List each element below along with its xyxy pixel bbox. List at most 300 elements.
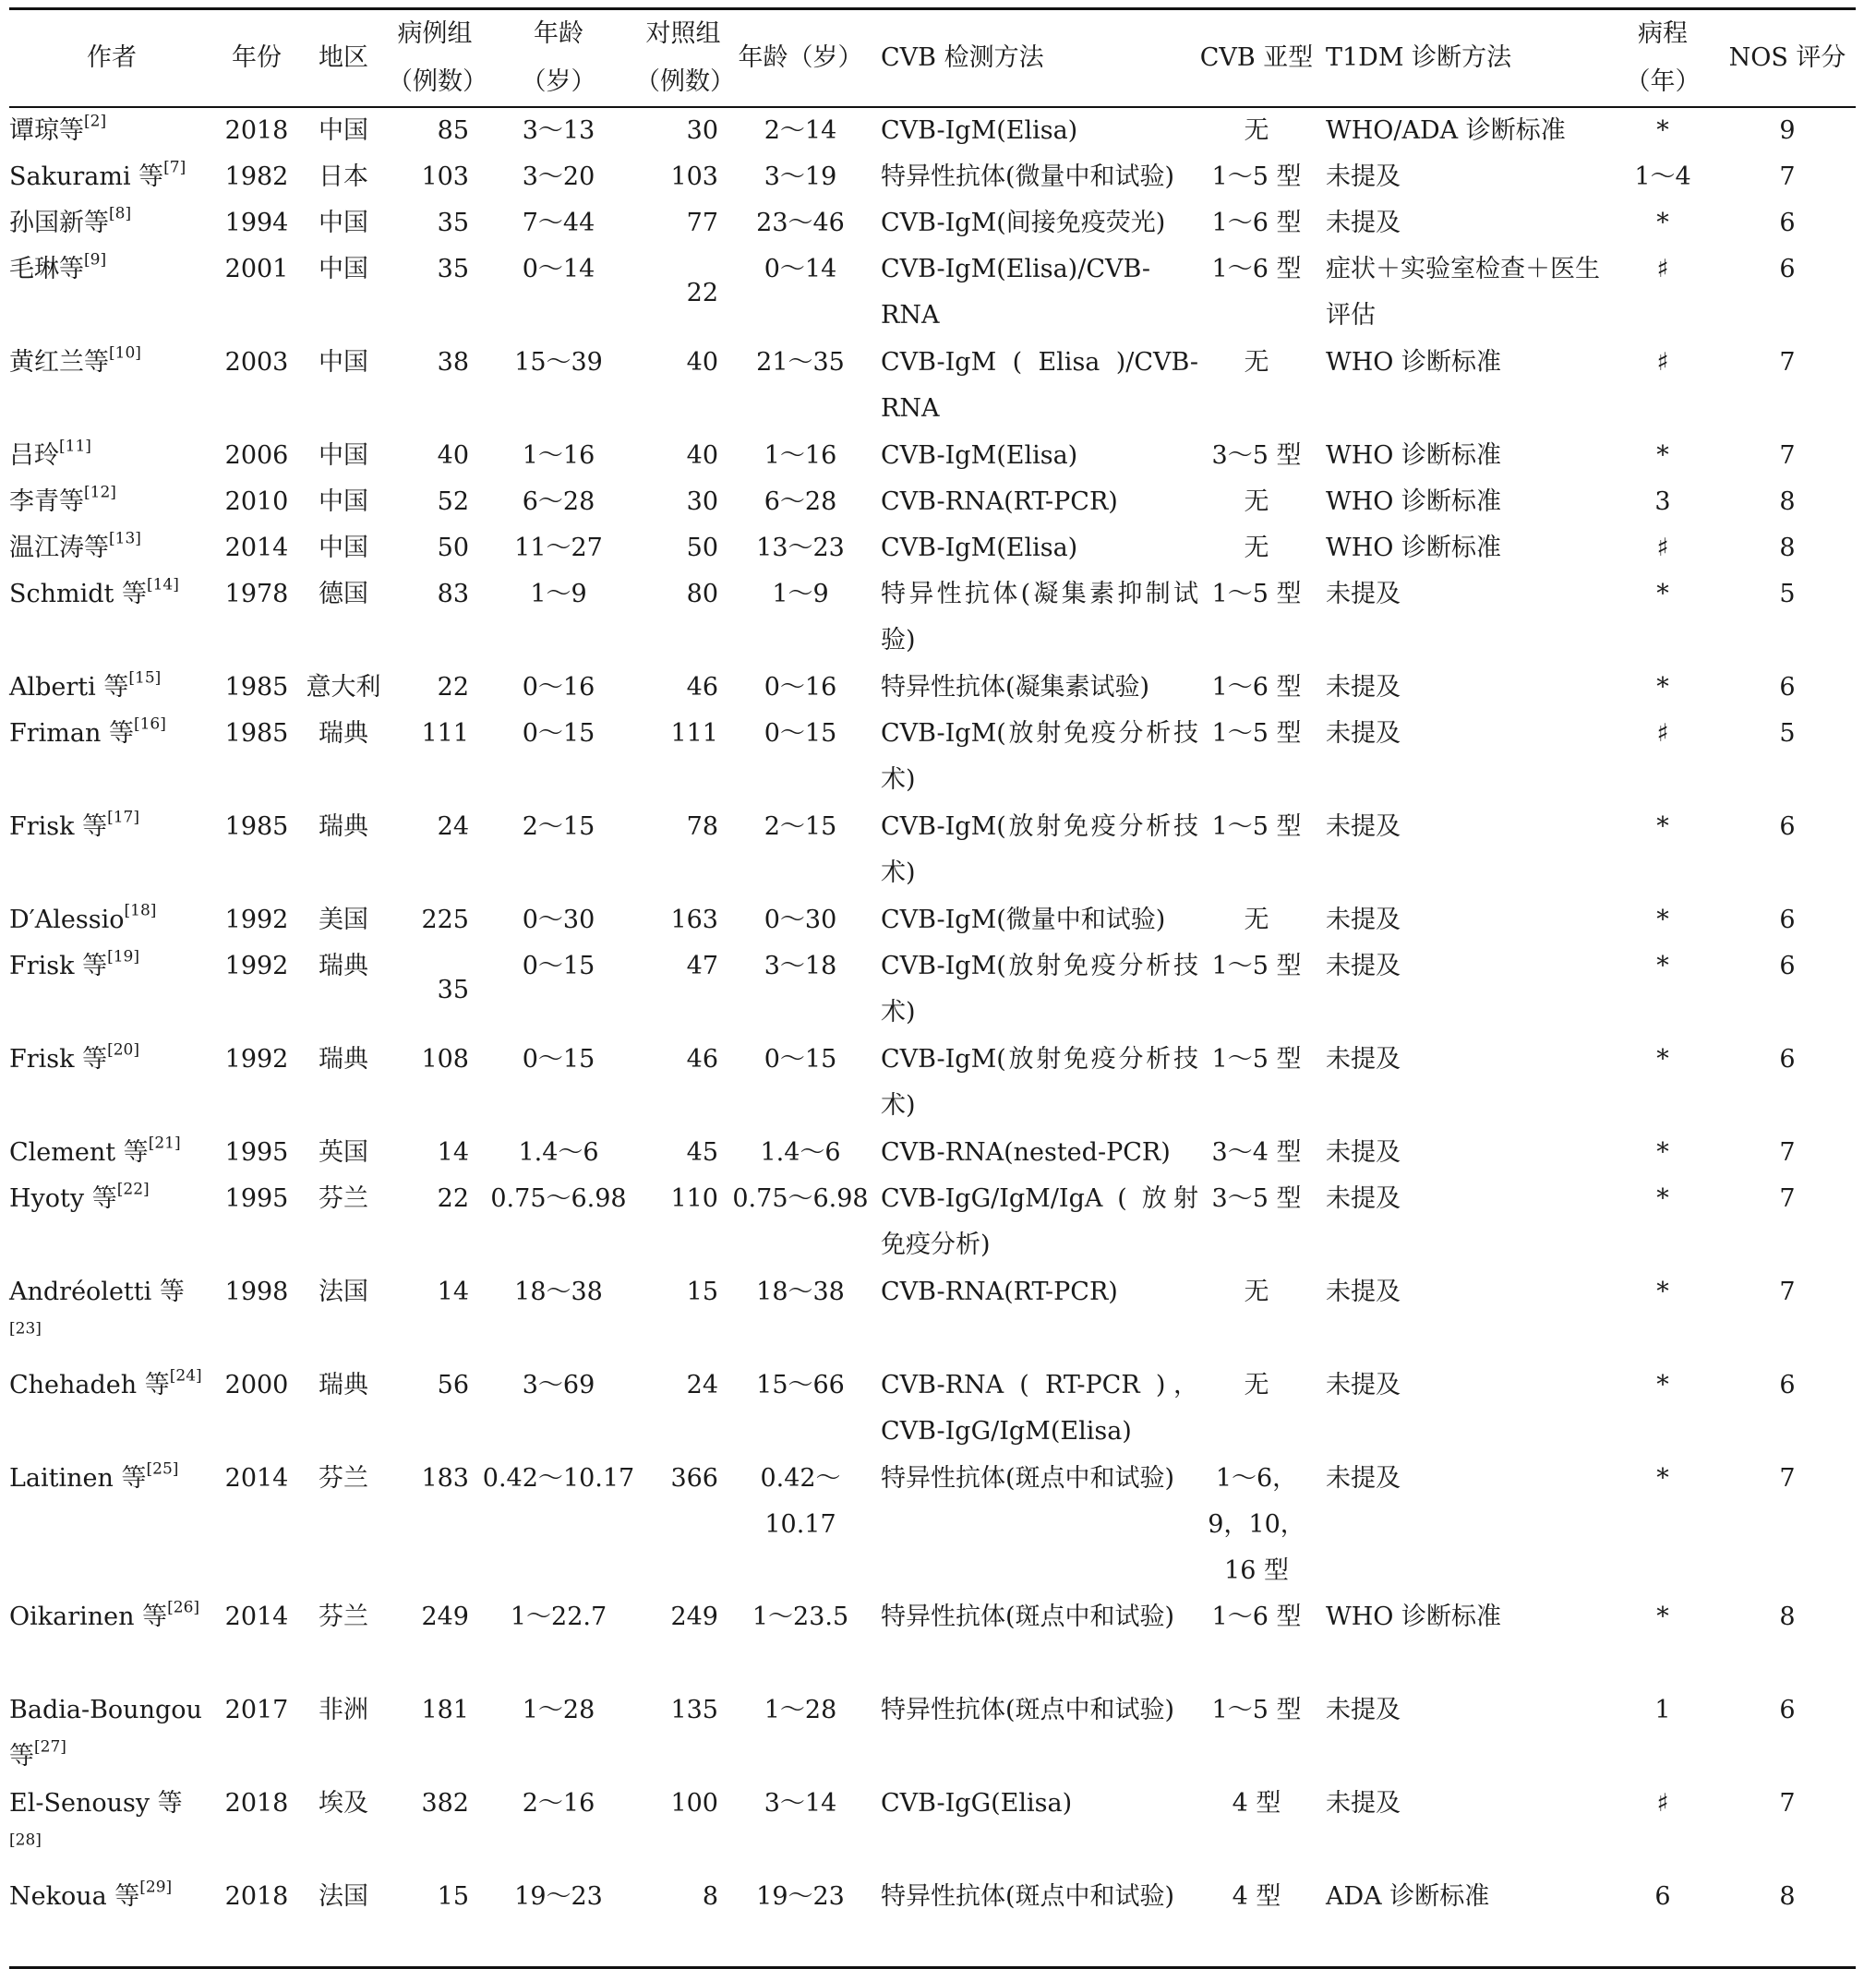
table-row: [9, 479, 1856, 525]
control-count-cell-text: 15: [686, 1278, 718, 1306]
method-cell: [870, 1874, 1198, 1967]
region-cell: [299, 200, 388, 246]
control-age-cell-text: 0～30: [764, 906, 837, 934]
control-age-cell: [731, 525, 870, 571]
reference-marker: [21]: [148, 1134, 181, 1153]
reference-marker: [27]: [34, 1737, 66, 1757]
author-cell: [9, 1781, 214, 1874]
subtype-cell-text: 无: [1244, 1371, 1269, 1399]
case-count-cell: [388, 1363, 482, 1456]
subtype-cell: [1198, 154, 1315, 200]
year-cell: [214, 943, 299, 1037]
nos-cell-text: 6: [1779, 673, 1796, 702]
course-cell: [1606, 1594, 1719, 1687]
method-cell: [870, 1781, 1198, 1874]
reference-marker: [7]: [163, 158, 186, 177]
table-row: [9, 571, 1856, 665]
year-cell-text: 1995: [224, 1138, 289, 1167]
diagnosis-cell: [1315, 340, 1606, 433]
method-cell: [870, 665, 1198, 711]
header-diagnosis: T1DM 诊断方法: [1326, 43, 1512, 72]
author-cell: [9, 804, 214, 897]
reference-marker: [11]: [59, 437, 91, 456]
table-row: [9, 154, 1856, 200]
subtype-cell: [1198, 1594, 1315, 1687]
control-age-cell: [731, 433, 870, 479]
diagnosis-cell-text: WHO 诊断标准: [1326, 487, 1502, 516]
nos-cell: [1719, 804, 1856, 897]
case-count-cell-text: 35: [437, 209, 469, 237]
control-age-cell-text: 0.42～10.17: [760, 1464, 841, 1539]
control-age-cell: [731, 1456, 870, 1594]
case-count-cell-text: 22: [437, 1184, 469, 1213]
nos-cell: [1719, 1037, 1856, 1130]
subtype-cell-text: 无: [1244, 487, 1269, 516]
control-count-cell-text: 249: [670, 1603, 718, 1631]
control-count-cell-text: 8: [702, 1882, 718, 1911]
case-age-cell: [482, 1363, 635, 1456]
nos-cell-text: 7: [1779, 1278, 1796, 1306]
nos-cell: [1719, 1781, 1856, 1874]
case-age-cell-text: 0.42～10.17: [482, 1464, 635, 1493]
year-cell: [214, 107, 299, 154]
case-count-cell: [388, 1130, 482, 1176]
subtype-cell: [1198, 943, 1315, 1037]
nos-cell-text: 8: [1779, 487, 1796, 516]
control-count-cell-text: 50: [686, 534, 718, 562]
control-count-cell-text: 40: [686, 441, 718, 470]
control-count-cell: [635, 571, 731, 665]
subtype-cell-text: 无: [1244, 348, 1269, 377]
year-cell-text: 2010: [224, 487, 289, 516]
case-count-cell: [388, 1687, 482, 1781]
case-count-cell: [388, 1037, 482, 1130]
case-count-cell-text: 14: [437, 1278, 469, 1306]
author-cell-text: Sakurami 等: [9, 162, 164, 191]
method-cell-text: CVB-IgM(放射免疫分析技术): [881, 719, 1198, 794]
region-cell-text: 美国: [319, 906, 368, 934]
nos-cell-text: 6: [1779, 1696, 1796, 1724]
year-cell-text: 2006: [224, 441, 289, 470]
case-age-cell: [482, 1176, 635, 1269]
region-cell-text: 瑞典: [319, 1371, 368, 1399]
table-row: [9, 1594, 1856, 1687]
year-cell: [214, 1363, 299, 1456]
table-row: [9, 1269, 1856, 1363]
control-count-cell-text: 110: [670, 1184, 718, 1213]
region-cell: [299, 1176, 388, 1269]
nos-cell-text: 9: [1779, 116, 1796, 145]
region-cell-text: 法国: [319, 1278, 368, 1306]
method-cell: [870, 340, 1198, 433]
course-cell-text: *: [1656, 1603, 1669, 1631]
region-cell: [299, 1037, 388, 1130]
nos-cell: [1719, 897, 1856, 943]
control-count-cell-text: 366: [670, 1464, 718, 1493]
case-count-cell: [388, 154, 482, 200]
course-cell: [1606, 246, 1719, 340]
case-count-cell-text: 249: [421, 1603, 469, 1631]
case-count-cell: [388, 525, 482, 571]
subtype-cell: [1198, 1456, 1315, 1594]
case-count-cell-text: 14: [437, 1138, 469, 1167]
control-age-cell-text: 3～14: [764, 1789, 837, 1818]
method-cell: [870, 246, 1198, 340]
method-cell: [870, 1363, 1198, 1456]
method-cell-text: CVB-IgM(Elisa)/CVB-RNA: [881, 255, 1150, 330]
table-row: [9, 525, 1856, 571]
region-cell: [299, 433, 388, 479]
course-cell-text: ♯: [1656, 255, 1669, 283]
diagnosis-cell-text: 未提及: [1326, 162, 1401, 191]
method-cell: [870, 1456, 1198, 1594]
region-cell: [299, 154, 388, 200]
nos-cell-text: 7: [1779, 1789, 1796, 1818]
author-cell-text: 温江涛等: [9, 534, 109, 562]
course-cell: [1606, 1456, 1719, 1594]
diagnosis-cell-text: 未提及: [1326, 1464, 1401, 1493]
author-cell: [9, 154, 214, 200]
nos-cell: [1719, 200, 1856, 246]
nos-cell-text: 6: [1779, 209, 1796, 237]
case-age-cell: [482, 665, 635, 711]
diagnosis-cell: [1315, 1176, 1606, 1269]
method-cell: [870, 1594, 1198, 1687]
control-age-cell-text: 0～15: [764, 1045, 837, 1074]
author-cell: [9, 1687, 214, 1781]
subtype-cell: [1198, 1269, 1315, 1363]
author-cell-text: El-Senousy 等: [9, 1789, 183, 1818]
case-age-cell: [482, 1269, 635, 1363]
control-age-cell: [731, 1687, 870, 1781]
method-cell-text: CVB-IgM(间接免疫荧光): [881, 209, 1166, 237]
subtype-cell-text: 1～6 型: [1211, 255, 1302, 283]
reference-marker: [28]: [9, 1831, 42, 1850]
author-cell: [9, 897, 214, 943]
author-cell-text: Clement 等: [9, 1138, 149, 1167]
diagnosis-cell: [1315, 1269, 1606, 1363]
method-cell: [870, 1269, 1198, 1363]
method-cell-text: CVB-RNA(RT-PCR): [881, 487, 1118, 516]
author-cell-text: Frisk 等: [9, 952, 108, 980]
table-body: [9, 107, 1856, 1967]
method-cell: [870, 1037, 1198, 1130]
region-cell-text: 瑞典: [319, 812, 368, 841]
region-cell-text: 芬兰: [319, 1184, 368, 1213]
nos-cell-text: 8: [1779, 1603, 1796, 1631]
control-count-cell: [635, 1269, 731, 1363]
case-age-cell-text: 0～15: [522, 952, 595, 980]
case-age-cell: [482, 1687, 635, 1781]
control-age-cell: [731, 1594, 870, 1687]
method-cell: [870, 479, 1198, 525]
nos-cell: [1719, 154, 1856, 200]
diagnosis-cell: [1315, 571, 1606, 665]
year-cell-text: 1985: [224, 673, 289, 702]
diagnosis-cell: [1315, 711, 1606, 804]
nos-cell-text: 5: [1779, 719, 1796, 748]
year-cell-text: 1992: [224, 1045, 289, 1074]
control-count-cell-text: 22: [686, 279, 718, 307]
method-cell: [870, 711, 1198, 804]
subtype-cell: [1198, 246, 1315, 340]
diagnosis-cell: [1315, 479, 1606, 525]
author-cell-text: D′Alessio: [9, 906, 125, 934]
author-cell: [9, 107, 214, 154]
course-cell-text: *: [1656, 952, 1669, 980]
region-cell: [299, 1456, 388, 1594]
subtype-cell: [1198, 107, 1315, 154]
control-age-cell: [731, 571, 870, 665]
header-method: CVB 检测方法: [881, 43, 1044, 72]
method-cell-text: 特异性抗体(微量中和试验): [881, 162, 1175, 191]
subtype-cell-text: 1～5 型: [1211, 719, 1302, 748]
case-age-cell: [482, 107, 635, 154]
diagnosis-cell: [1315, 107, 1606, 154]
course-cell-text: ♯: [1656, 534, 1669, 562]
method-cell-text: CVB-IgG/IgM/IgA ( 放射免疫分析): [881, 1184, 1198, 1259]
study-characteristics-table: [9, 7, 1856, 1969]
diagnosis-cell: [1315, 1037, 1606, 1130]
region-cell: [299, 665, 388, 711]
reference-marker: [14]: [146, 575, 179, 594]
course-cell-text: 3: [1654, 487, 1671, 516]
course-cell-text: *: [1656, 1278, 1669, 1306]
year-cell: [214, 433, 299, 479]
author-cell-text: Frisk 等: [9, 812, 108, 841]
nos-cell: [1719, 665, 1856, 711]
course-cell: [1606, 1874, 1719, 1967]
subtype-cell-text: 1～5 型: [1211, 580, 1302, 608]
diagnosis-cell: [1315, 200, 1606, 246]
method-cell-text: CVB-IgM(放射免疫分析技术): [881, 1045, 1198, 1120]
method-cell: [870, 1176, 1198, 1269]
subtype-cell: [1198, 1130, 1315, 1176]
diagnosis-cell-text: 未提及: [1326, 1696, 1401, 1724]
course-cell: [1606, 1130, 1719, 1176]
case-age-cell: [482, 943, 635, 1037]
control-count-cell: [635, 1363, 731, 1456]
table-row: [9, 246, 1856, 340]
header-case-group-line1: 病例组: [397, 19, 473, 48]
course-cell-text: ♯: [1656, 348, 1669, 377]
diagnosis-cell-text: 未提及: [1326, 1045, 1401, 1074]
region-cell-text: 中国: [319, 209, 368, 237]
method-cell: [870, 525, 1198, 571]
case-count-cell: [388, 1594, 482, 1687]
course-cell: [1606, 804, 1719, 897]
author-cell: [9, 200, 214, 246]
case-count-cell: [388, 246, 482, 340]
reference-marker: [16]: [133, 714, 166, 734]
year-cell: [214, 1781, 299, 1874]
control-count-cell: [635, 340, 731, 433]
course-cell-text: *: [1656, 673, 1669, 702]
case-age-cell: [482, 200, 635, 246]
method-cell: [870, 154, 1198, 200]
diagnosis-cell: [1315, 1874, 1606, 1967]
case-age-cell: [482, 479, 635, 525]
subtype-cell: [1198, 711, 1315, 804]
region-cell-text: 中国: [319, 534, 368, 562]
diagnosis-cell-text: 未提及: [1326, 952, 1401, 980]
year-cell: [214, 1269, 299, 1363]
case-age-cell-text: 1～16: [522, 441, 595, 470]
region-cell-text: 中国: [319, 116, 368, 145]
nos-cell-text: 7: [1779, 348, 1796, 377]
table-row: [9, 340, 1856, 433]
course-cell: [1606, 943, 1719, 1037]
diagnosis-cell-text: WHO 诊断标准: [1326, 534, 1502, 562]
table-row: [9, 665, 1856, 711]
region-cell-text: 法国: [319, 1882, 368, 1911]
region-cell-text: 中国: [319, 487, 368, 516]
control-age-cell-text: 1～9: [772, 580, 829, 608]
course-cell: [1606, 1781, 1719, 1874]
case-count-cell-text: 24: [437, 812, 469, 841]
author-cell: [9, 571, 214, 665]
case-count-cell: [388, 1456, 482, 1594]
nos-cell: [1719, 1687, 1856, 1781]
method-cell-text: CVB-IgM(Elisa): [881, 534, 1078, 562]
author-cell-text: Nekoua 等: [9, 1882, 140, 1911]
case-count-cell-text: 50: [437, 534, 469, 562]
author-cell: [9, 340, 214, 433]
nos-cell-text: 6: [1779, 1371, 1796, 1399]
subtype-cell-text: 1～5 型: [1211, 812, 1302, 841]
year-cell-text: 2000: [224, 1371, 289, 1399]
nos-cell: [1719, 525, 1856, 571]
control-count-cell: [635, 1037, 731, 1130]
control-age-cell: [731, 897, 870, 943]
method-cell: [870, 433, 1198, 479]
control-age-cell-text: 23～46: [756, 209, 845, 237]
control-count-cell-text: 78: [686, 812, 718, 841]
diagnosis-cell: [1315, 1687, 1606, 1781]
method-cell-text: CVB-RNA(RT-PCR): [881, 1278, 1118, 1306]
diagnosis-cell-text: 未提及: [1326, 673, 1401, 702]
course-cell-text: 1～4: [1634, 162, 1691, 191]
author-cell-text: Badia-Boungou 等: [9, 1696, 202, 1771]
author-cell: [9, 246, 214, 340]
author-cell: [9, 943, 214, 1037]
year-cell-text: 2014: [224, 1603, 289, 1631]
year-cell: [214, 665, 299, 711]
case-count-cell: [388, 433, 482, 479]
control-age-cell-text: 15～66: [756, 1371, 845, 1399]
control-age-cell: [731, 1176, 870, 1269]
header-case-age-line2: （岁）: [521, 67, 596, 96]
region-cell: [299, 1130, 388, 1176]
control-age-cell-text: 0～14: [764, 255, 837, 283]
control-count-cell: [635, 897, 731, 943]
subtype-cell: [1198, 1037, 1315, 1130]
year-cell-text: 1978: [224, 580, 289, 608]
case-count-cell-text: 181: [421, 1696, 469, 1724]
case-count-cell-text: 225: [421, 906, 469, 934]
year-cell-text: 1998: [224, 1278, 289, 1306]
year-cell: [214, 1130, 299, 1176]
region-cell: [299, 1363, 388, 1456]
control-count-cell-text: 24: [686, 1371, 718, 1399]
course-cell: [1606, 525, 1719, 571]
method-cell-text: CVB-IgM ( Elisa )/CVB-RNA: [881, 348, 1198, 423]
case-count-cell-text: 83: [437, 580, 469, 608]
diagnosis-cell-text: 未提及: [1326, 719, 1401, 748]
reference-marker: [8]: [109, 204, 132, 223]
table-row: [9, 1781, 1856, 1874]
control-count-cell: [635, 1456, 731, 1594]
case-count-cell-text: 52: [437, 487, 469, 516]
nos-cell: [1719, 1874, 1856, 1967]
header-case-age-line1: 年龄: [534, 19, 583, 48]
control-age-cell: [731, 246, 870, 340]
reference-marker: [18]: [124, 901, 157, 920]
course-cell-text: *: [1656, 906, 1669, 934]
case-count-cell: [388, 107, 482, 154]
reference-marker: [20]: [107, 1040, 139, 1060]
case-age-cell: [482, 804, 635, 897]
course-cell-text: 6: [1654, 1882, 1671, 1911]
author-cell: [9, 1269, 214, 1363]
method-cell-text: CVB-IgG(Elisa): [881, 1789, 1073, 1818]
year-cell-text: 1992: [224, 952, 289, 980]
control-age-cell: [731, 107, 870, 154]
control-age-cell-text: 3～19: [764, 162, 837, 191]
header-control-age: 年龄（岁）: [738, 43, 863, 72]
control-count-cell: [635, 525, 731, 571]
control-age-cell: [731, 1269, 870, 1363]
course-cell: [1606, 1176, 1719, 1269]
subtype-cell-text: 1～6 型: [1211, 1603, 1302, 1631]
nos-cell-text: 7: [1779, 1464, 1796, 1493]
region-cell-text: 英国: [319, 1138, 368, 1167]
control-count-cell-text: 135: [670, 1696, 718, 1724]
case-age-cell-text: 2～16: [522, 1789, 595, 1818]
method-cell-text: 特异性抗体(斑点中和试验): [881, 1464, 1175, 1493]
study-characteristics-table-container: [9, 7, 1856, 1969]
nos-cell: [1719, 1176, 1856, 1269]
diagnosis-cell-text: ADA 诊断标准: [1326, 1882, 1490, 1911]
nos-cell-text: 6: [1779, 1045, 1796, 1074]
course-cell-text: *: [1656, 1464, 1669, 1493]
control-age-cell-text: 3～18: [764, 952, 837, 980]
control-age-cell-text: 0～16: [764, 673, 837, 702]
method-cell-text: CVB-IgM(放射免疫分析技术): [881, 952, 1198, 1027]
control-age-cell-text: 18～38: [756, 1278, 845, 1306]
region-cell: [299, 711, 388, 804]
region-cell-text: 瑞典: [319, 719, 368, 748]
control-count-cell: [635, 154, 731, 200]
course-cell-text: *: [1656, 1371, 1669, 1399]
case-age-cell-text: 1.4～6: [518, 1138, 599, 1167]
year-cell-text: 1992: [224, 906, 289, 934]
year-cell-text: 2014: [224, 1464, 289, 1493]
author-cell-text: 李青等: [9, 487, 84, 516]
control-age-cell: [731, 711, 870, 804]
year-cell-text: 2014: [224, 534, 289, 562]
case-age-cell-text: 15～39: [514, 348, 603, 377]
case-age-cell: [482, 1874, 635, 1967]
case-age-cell-text: 0～14: [522, 255, 595, 283]
year-cell: [214, 897, 299, 943]
case-count-cell: [388, 1874, 482, 1967]
method-cell-text: CVB-RNA(nested-PCR): [881, 1138, 1171, 1167]
author-cell-text: Alberti 等: [9, 673, 129, 702]
nos-cell: [1719, 1269, 1856, 1363]
case-count-cell-text: 15: [437, 1882, 469, 1911]
author-cell-text: 吕玲: [9, 441, 59, 470]
